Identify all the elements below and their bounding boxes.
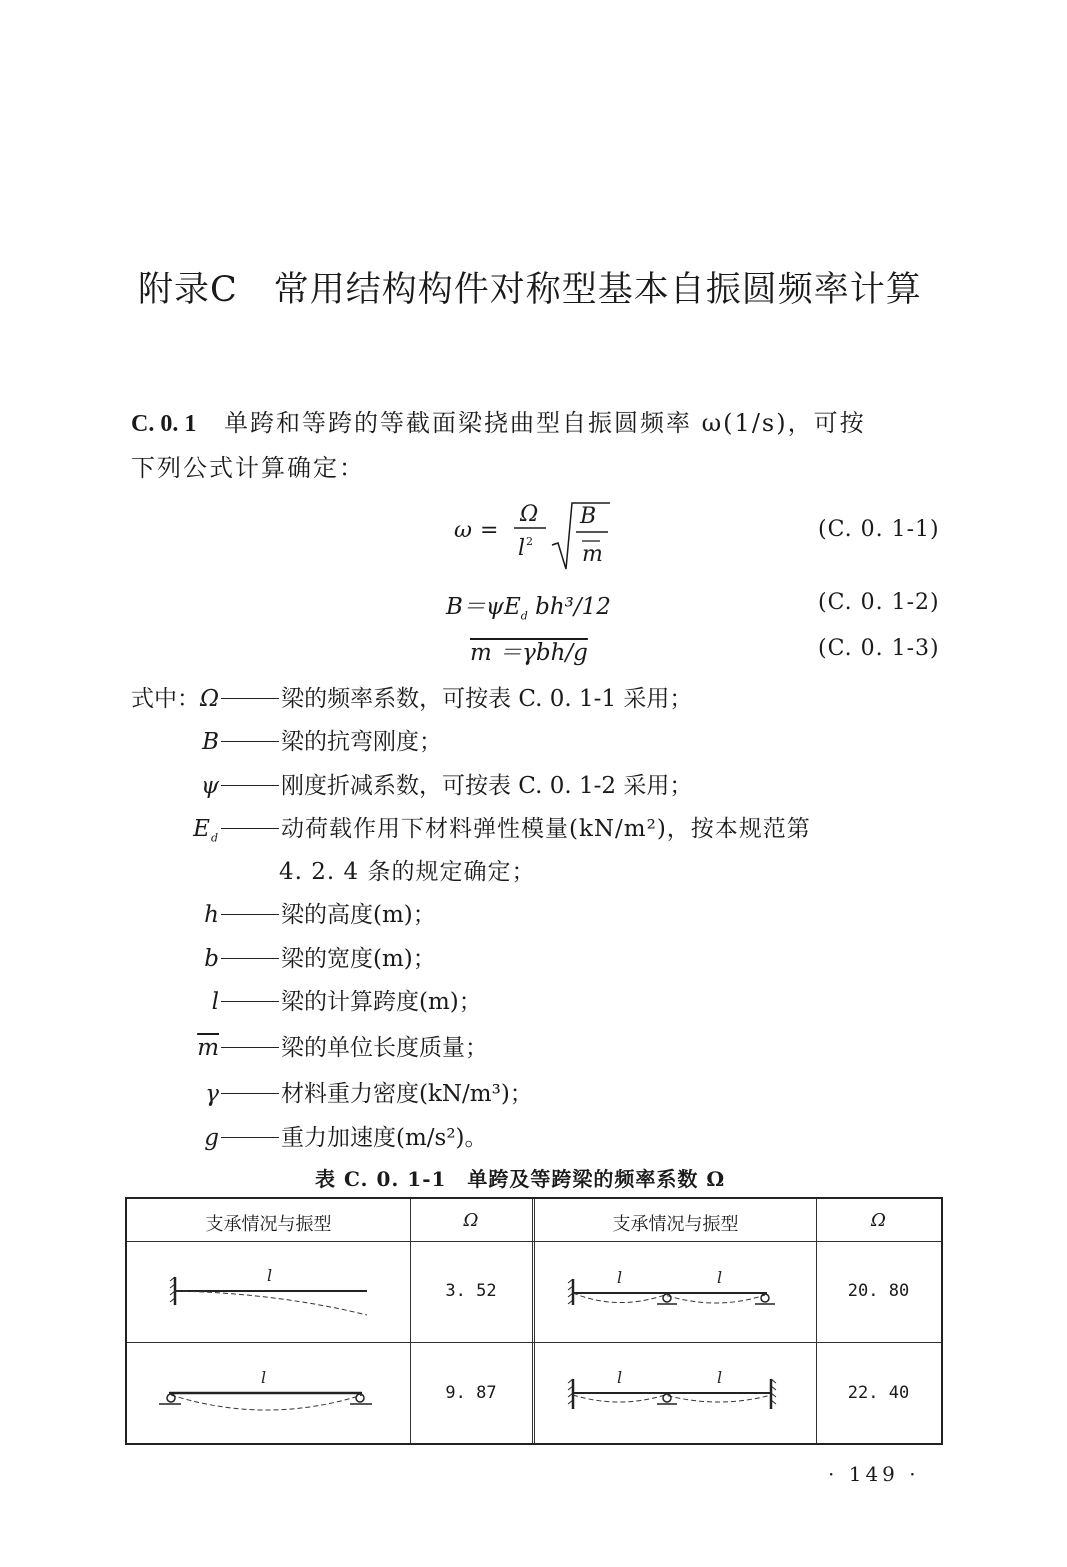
svg-text:=: = [480,518,499,543]
svg-text:m: m [582,542,603,567]
clause-line-1 [131,403,866,438]
clause-text-1: 单跨和等跨的等截面梁挠曲型自振圆频率 ω(1/s)，可按 [223,409,866,437]
table-cell-value: 20. 80 [847,1281,910,1301]
equation-label-2: (C. 0. 1-2) [818,590,940,615]
svg-text:l: l [518,536,526,561]
span-label: l [717,1268,723,1287]
equation-label-1: (C. 0. 1-1) [818,517,940,542]
formula-m: m ＝γbh/g [470,640,588,666]
definition-psi: ψ 刚度折减系数，可按表 C. 0. 1-2 采用； [200,773,693,799]
two-span-fixed-fixed-diagram [567,1349,787,1429]
definition-B: B 梁的抗弯刚度； [202,729,442,755]
definition-m: $\overline{m}$ 梁的单位长度质量； [197,1035,488,1061]
header-support-2: 支承情况与振型 [612,1214,739,1235]
span-label: l [617,1268,623,1287]
span-label: l [617,1368,623,1387]
definition-l: l 梁的计算跨度(m)； [211,989,482,1015]
definition-h: h 梁的高度(m)； [204,902,436,928]
two-span-fixed-pinned-diagram [567,1249,787,1329]
definition-Ed: $E_d$ 动荷载作用下材料弹性模量(kN/m²)，按本规范第 [193,816,811,845]
definition-Ed-cont: 4. 2. 4 条的规定确定； [279,859,536,885]
clause-number: C. 0. 1 [131,411,197,437]
header-omega-2: Ω [871,1210,886,1231]
formula-omega [450,495,630,575]
span-label: l [717,1368,723,1387]
definition-g: g 重力加速度(m/s²)。 [204,1125,488,1151]
span-label: l [267,1266,273,1285]
where-label: 式中： [131,686,200,712]
simply-supported-beam-diagram [157,1349,377,1429]
formula-B: $B=\psi E_d$ bh³/12 [446,594,611,623]
page-number: · 149 · [828,1462,920,1486]
definition-omega: 式中：Ω 梁的频率系数，可按表 C. 0. 1-1 采用； [131,686,693,712]
table-cell-value: 3. 52 [445,1281,497,1301]
header-omega-1: Ω [463,1210,479,1231]
span-label: l [261,1368,267,1387]
equation-label-3: (C. 0. 1-3) [818,636,940,661]
definition-b: b 梁的宽度(m)； [204,946,436,972]
svg-text:B: B [580,504,597,529]
svg-text:ω: ω [454,518,472,543]
table-cell-value: 22. 40 [847,1383,910,1403]
frequency-table [125,1197,943,1445]
table-caption: 表 C. 0. 1-1 单跨及等跨梁的频率系数 Ω [315,1167,726,1191]
table-cell-value: 9. 87 [445,1383,497,1403]
page-title: 附录C 常用结构构件对称型基本自振圆频率计算 [138,270,922,310]
svg-text:2: 2 [526,535,533,548]
clause-text-2: 下列公式计算确定： [131,454,365,482]
svg-text:Ω: Ω [520,502,539,527]
header-support-1: 支承情况与振型 [205,1214,332,1235]
cantilever-beam-diagram [167,1249,377,1329]
definition-gamma: γ 材料重力密度(kN/m³)； [205,1081,533,1107]
